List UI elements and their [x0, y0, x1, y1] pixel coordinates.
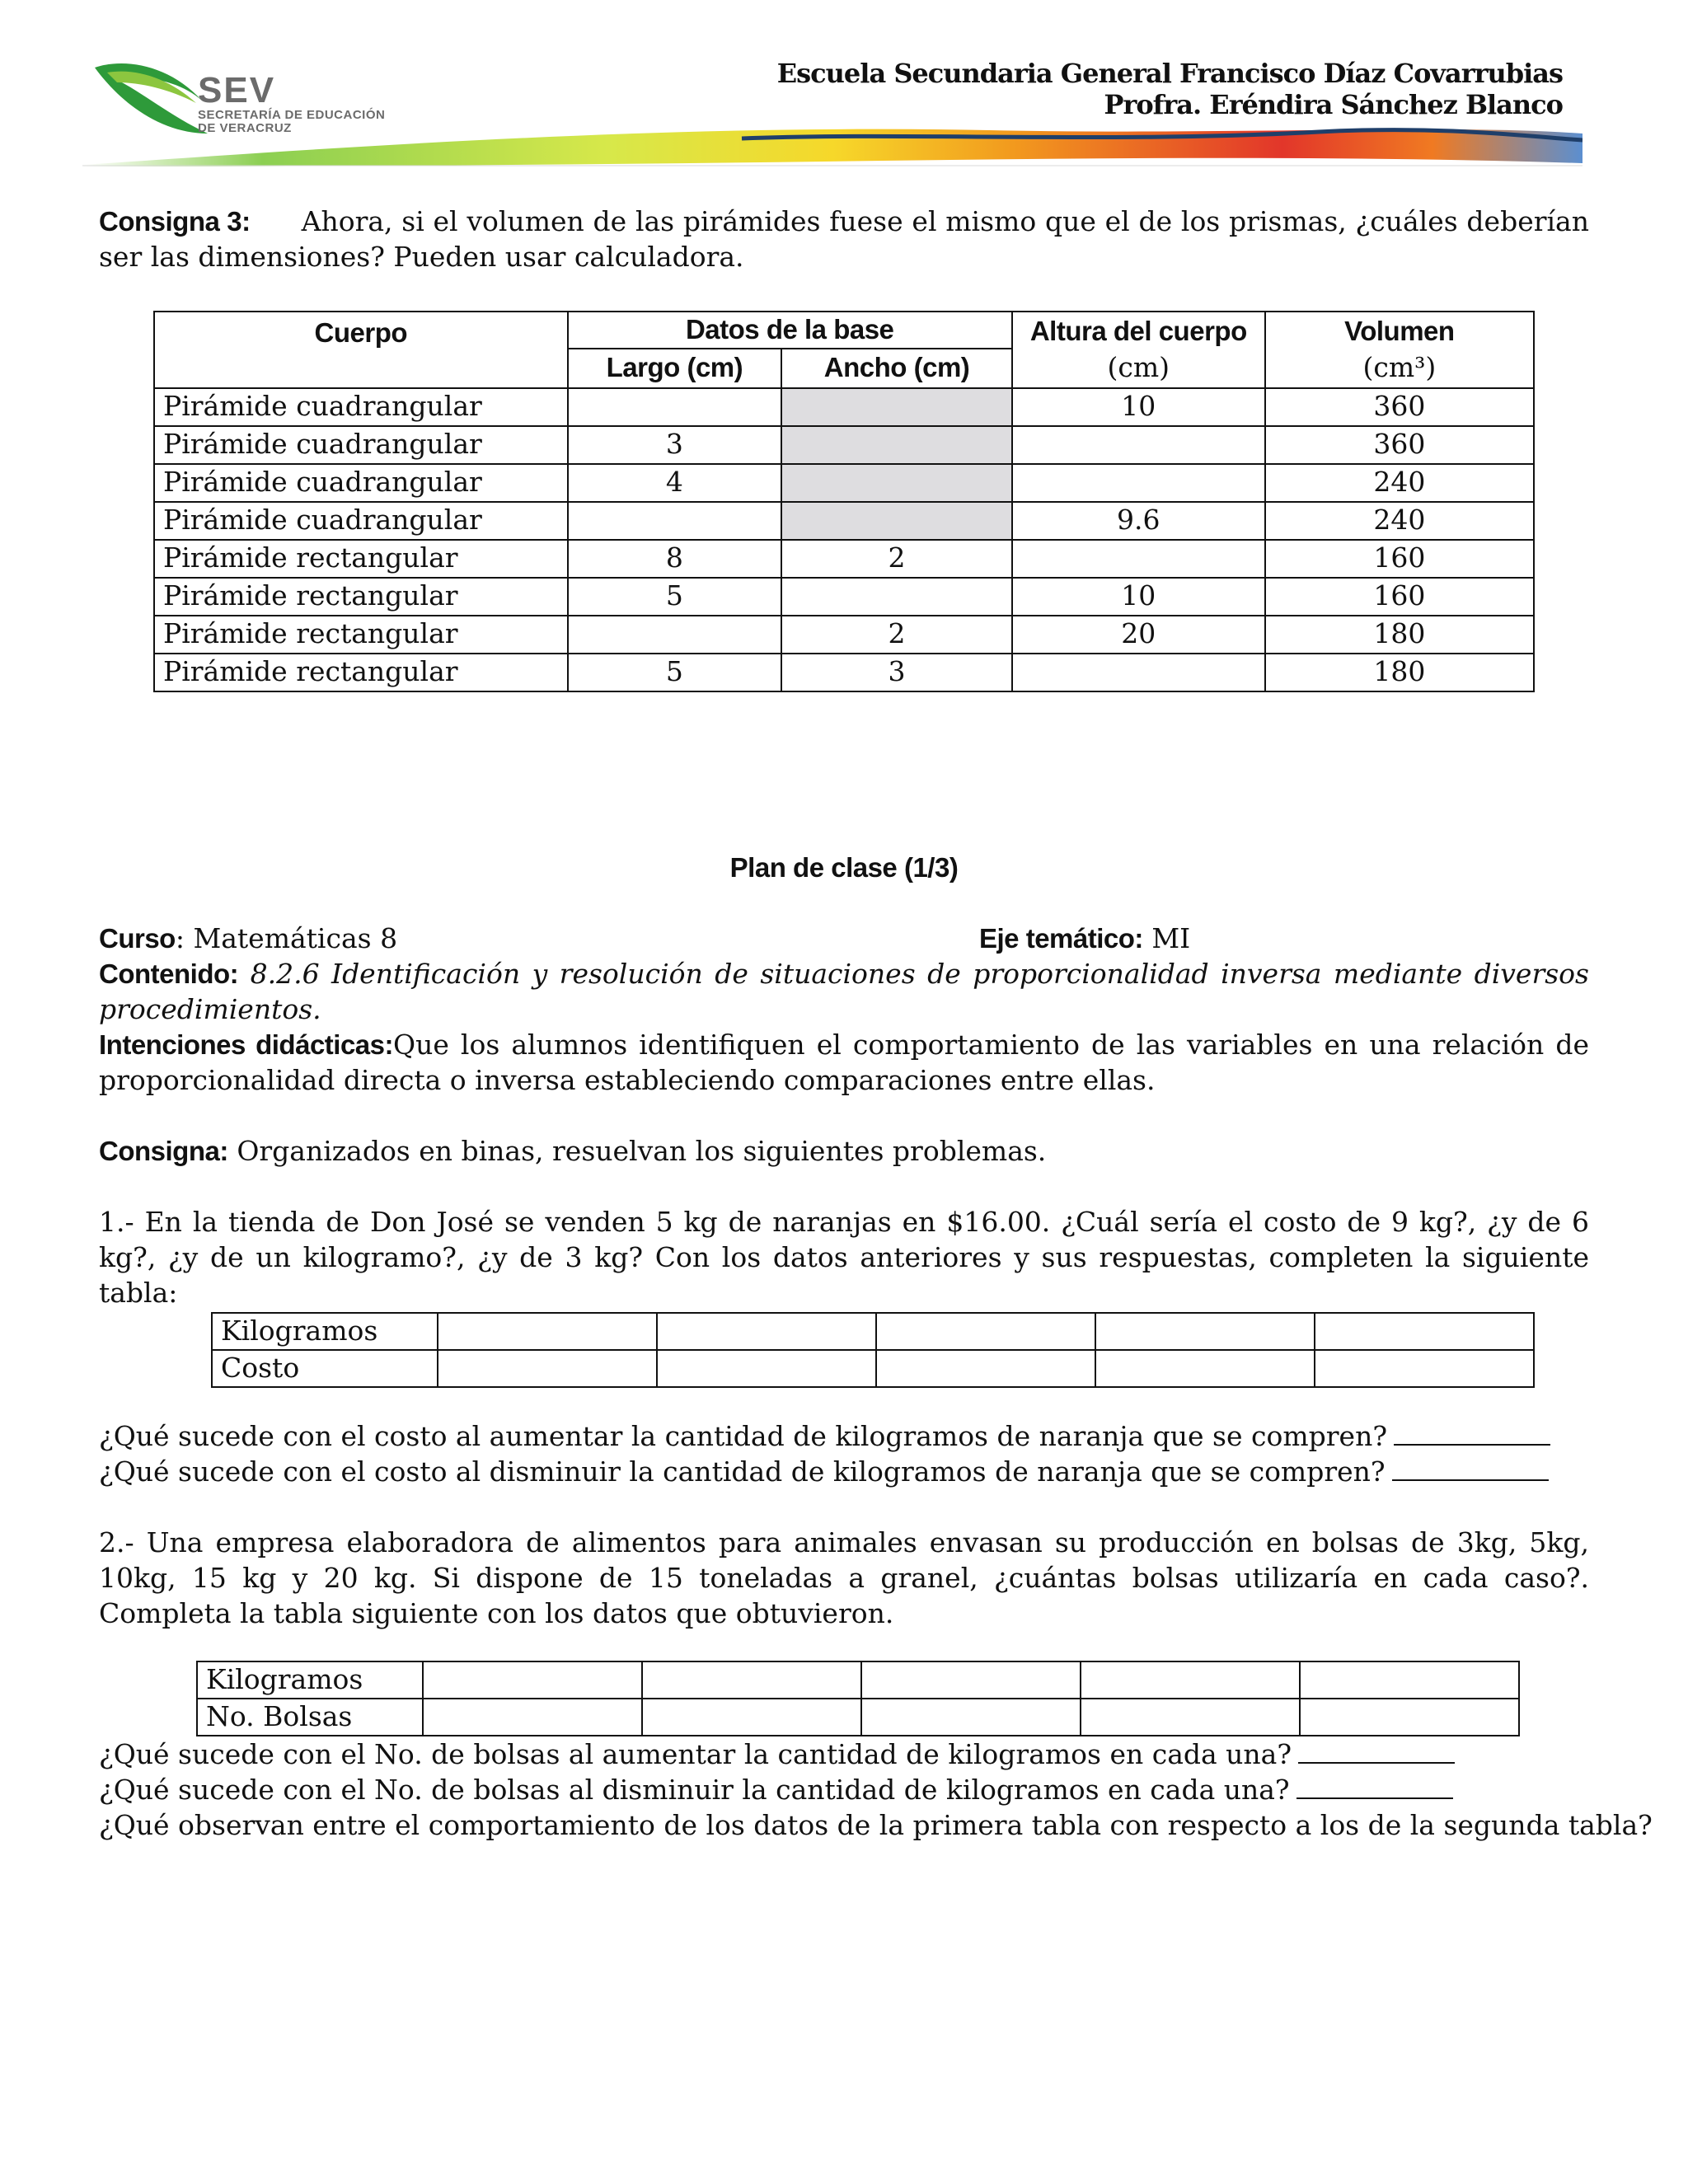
answer-cell[interactable] [1300, 1661, 1519, 1699]
table-row: Pirámide rectangular 2 20 180 [154, 616, 1534, 654]
pyramid-table [153, 311, 1535, 692]
logo-line1: SECRETARÍA DE EDUCACIÓN [198, 108, 386, 122]
answer-cell[interactable] [642, 1661, 861, 1699]
curso-line [99, 921, 397, 957]
answer-cell[interactable] [438, 1313, 657, 1350]
answer-cell[interactable] [423, 1699, 642, 1736]
problem1-question2: ¿Qué sucede con el costo al disminuir la cantidad de kilogramos de naranja que se compren? [99, 1455, 1549, 1490]
answer-cell[interactable] [876, 1350, 1095, 1387]
eje-value: MI [1142, 922, 1191, 954]
answer-cell[interactable] [657, 1350, 876, 1387]
contenido-label: Contenido: [99, 958, 239, 989]
table-row: No. Bolsas [197, 1699, 1519, 1736]
header-color-band [82, 115, 1582, 166]
consigna-line [99, 1134, 1046, 1169]
table-row: Pirámide rectangular 8 2 160 [154, 540, 1534, 578]
contenido-paragraph [99, 957, 1589, 1028]
bags-table [196, 1661, 1520, 1736]
intenciones-value: Que los alumnos identifiquen el comportamiento de las variables en una relación de proporcionalidad directa o inversa estableciendo comparaciones entre ellas. [99, 1029, 1590, 1096]
header-volumen: Volumen (cm³) [1265, 312, 1534, 388]
answer-cell[interactable] [1081, 1699, 1300, 1736]
problem1-text: 1.- En la tienda de Don José se venden 5 kg de naranjas en $16.00. ¿Cuál sería el costo de 9 kg?, ¿y de 6 kg?, ¿y de un kilogramo?, ¿y de 3 kg? Con los datos anteriores y sus respuestas, completen la siguiente tabla: [99, 1206, 1589, 1309]
answer-cell[interactable] [1315, 1313, 1534, 1350]
curso-value: : Matemáticas 8 [175, 922, 398, 954]
eje-line [979, 921, 1190, 957]
header-cuerpo: Cuerpo [154, 312, 568, 388]
consigna-label: Consigna: [99, 1136, 228, 1166]
table-row: Kilogramos [212, 1313, 1534, 1350]
answer-cell[interactable] [642, 1699, 861, 1736]
answer-blank[interactable] [1394, 1422, 1550, 1446]
answer-blank[interactable] [1392, 1458, 1549, 1481]
table-row: Pirámide cuadrangular 10 360 [154, 388, 1534, 426]
intenciones-paragraph [99, 1028, 1589, 1099]
header-ancho: Ancho (cm) [781, 349, 1012, 388]
answer-cell[interactable] [657, 1313, 876, 1350]
oranges-table [211, 1312, 1535, 1388]
table-row: Pirámide cuadrangular 9.6 240 [154, 502, 1534, 540]
consigna3-label: Consigna 3: [99, 206, 251, 237]
problem2-text: 2.- Una empresa elaboradora de alimentos para animales envasan su producción en bolsas de 3kg, 5kg, 10kg, 15 kg y 20 kg. Si dispone de 15 toneladas a granel, ¿cuántas bolsas utilizaría en cada caso?. Completa la tabla siguiente con los datos que obtuvieron. [99, 1526, 1589, 1629]
problem2-question3: ¿Qué observan entre el comportamiento de los datos de la primera tabla con respecto a los de la segunda tabla? [99, 1809, 1653, 1841]
problem2-question1: ¿Qué sucede con el No. de bolsas al aumentar la cantidad de kilogramos en cada una? [99, 1737, 1455, 1773]
logo-abbrev: SEV [198, 70, 276, 110]
consigna-value: Organizados en binas, resuelvan los siguientes problemas. [227, 1135, 1047, 1167]
answer-cell[interactable] [1081, 1661, 1300, 1699]
answer-cell[interactable] [861, 1661, 1081, 1699]
answer-cell[interactable] [1095, 1350, 1315, 1387]
plan-title: Plan de clase (1/3) [729, 852, 959, 883]
consigna3-paragraph [99, 204, 1589, 275]
teacher-name: Profra. Eréndira Sánchez Blanco [1104, 89, 1563, 120]
answer-blank[interactable] [1298, 1741, 1455, 1764]
contenido-value: 8.2.6 Identificación y resolución de situaciones de proporcionalidad inversa mediante diversos procedimientos. [99, 958, 1589, 1025]
answer-cell[interactable] [423, 1661, 642, 1699]
problem2-question2: ¿Qué sucede con el No. de bolsas al disminuir la cantidad de kilogramos en cada una? [99, 1773, 1453, 1808]
answer-blank[interactable] [1296, 1776, 1453, 1799]
answer-cell[interactable] [861, 1699, 1081, 1736]
table-row: Pirámide cuadrangular 3 360 [154, 426, 1534, 464]
eje-label: Eje temático: [979, 923, 1143, 954]
answer-cell[interactable] [1300, 1699, 1519, 1736]
header-datos-base: Datos de la base [568, 312, 1012, 349]
curso-label: Curso [99, 923, 176, 954]
table-row: Kilogramos [197, 1661, 1519, 1699]
answer-cell[interactable] [438, 1350, 657, 1387]
answer-cell[interactable] [1315, 1350, 1534, 1387]
header-altura: Altura del cuerpo (cm) [1012, 312, 1265, 388]
logo-line2: DE VERACRUZ [198, 121, 292, 135]
school-name: Escuela Secundaria General Francisco Díaz Covarrubias [776, 58, 1563, 89]
consigna3-text: Ahora, si el volumen de las pirámides fuese el mismo que el de los prismas, ¿cuáles deberían ser las dimensiones? Pueden usar calculadora. [99, 205, 1589, 273]
answer-cell[interactable] [876, 1313, 1095, 1350]
header-largo: Largo (cm) [568, 349, 782, 388]
intenciones-label: Intenciones didácticas: [99, 1029, 394, 1060]
table-row: Costo [212, 1350, 1534, 1387]
table-row: Pirámide rectangular 5 3 180 [154, 654, 1534, 691]
answer-cell[interactable] [1095, 1313, 1315, 1350]
table-row: Pirámide rectangular 5 10 160 [154, 578, 1534, 616]
table-row: Pirámide cuadrangular 4 240 [154, 464, 1534, 502]
problem1-question1: ¿Qué sucede con el costo al aumentar la cantidad de kilogramos de naranja que se compren? [99, 1419, 1550, 1455]
header-school-block [777, 58, 1563, 120]
